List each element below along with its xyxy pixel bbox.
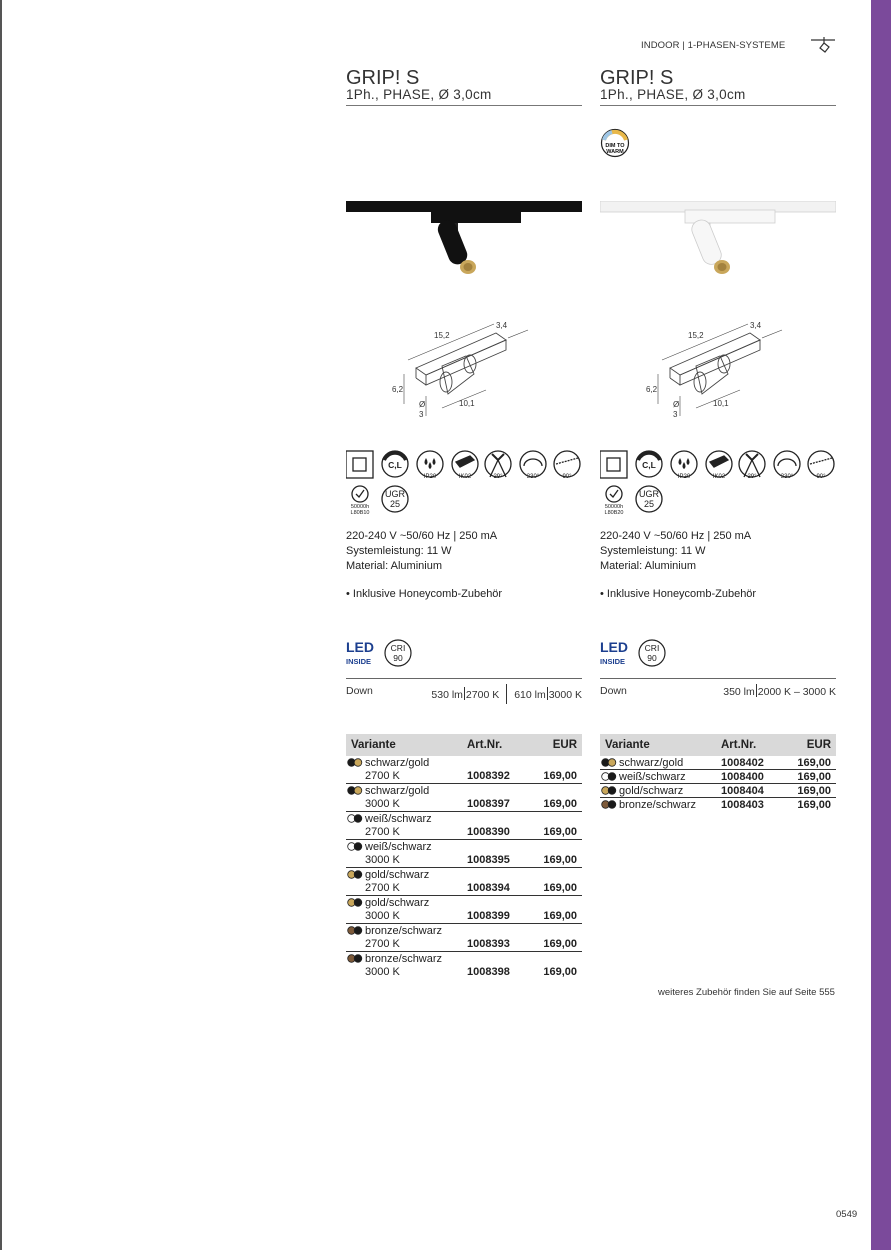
dim-length: 15,2	[688, 331, 704, 340]
title-divider	[346, 105, 582, 106]
variant-name: gold/schwarz	[619, 785, 684, 797]
beam-lamp-icon	[746, 454, 758, 460]
table-row	[346, 868, 582, 896]
variant-name: schwarz/gold	[365, 757, 430, 769]
variant-name: weiß/schwarz	[619, 771, 686, 783]
variant-name-cell	[619, 757, 683, 770]
product-column-right	[600, 67, 836, 811]
spec-power: Systemleistung: 11 W	[600, 545, 706, 557]
luminous-values	[723, 684, 836, 698]
header-price: EUR	[806, 739, 831, 751]
variant-table-header	[600, 734, 836, 756]
color-swatch-icon	[347, 870, 363, 879]
accessory-note: • Inklusive Honeycomb-Zubehör	[600, 588, 757, 600]
product-image-white	[600, 201, 836, 281]
kelvin-a: 2700 K	[465, 689, 500, 701]
lifetime-rating: L80B10	[350, 510, 370, 516]
price: 169,00	[543, 770, 577, 782]
variant-name-cell	[365, 813, 432, 838]
luminous-direction: Down	[346, 685, 373, 697]
class-inner-square	[607, 458, 620, 471]
color-swatch-icon	[347, 898, 363, 907]
price: 169,00	[797, 757, 831, 769]
dim-width: 3,4	[496, 321, 508, 330]
product-image-black	[346, 201, 582, 281]
class-inner-square	[353, 458, 366, 471]
lifetime-clock-icon	[352, 486, 368, 502]
track-light-icon	[810, 34, 836, 54]
spec-voltage: 220-240 V ~50/60 Hz | 250 mA	[600, 530, 752, 542]
hammer-head-icon	[710, 456, 728, 467]
article-number: 1008390	[467, 826, 510, 838]
feature-icons-row-2	[600, 484, 700, 516]
tilt-label: 90°	[816, 474, 826, 480]
article-number: 1008394	[467, 882, 510, 894]
color-swatch-icon	[347, 926, 363, 935]
dim-depth: 10,1	[713, 399, 729, 408]
luminous-values	[431, 684, 582, 704]
price: 169,00	[543, 882, 577, 894]
variant-table	[346, 734, 582, 979]
variant-name: bronze/schwarz	[365, 925, 443, 937]
led-inside-text: INSIDE	[346, 657, 372, 666]
dimension-drawing	[386, 318, 546, 422]
ip-label: IP20	[677, 474, 691, 480]
color-swatch-icon	[347, 814, 363, 823]
price: 169,00	[543, 798, 577, 810]
dim-diameter-symbol: Ø	[673, 400, 680, 409]
variant-temp: 2700 K	[365, 937, 400, 950]
dim-height: 6,2	[392, 385, 404, 394]
ugr-label: UGR	[639, 489, 659, 499]
color-swatch-icon	[347, 758, 363, 767]
color-swatch-icon	[601, 772, 617, 781]
drop-icons	[425, 458, 436, 469]
luminous-divider	[346, 678, 582, 679]
color-swatch-icon	[601, 758, 617, 767]
price: 169,00	[543, 854, 577, 866]
color-swatch-icon	[601, 786, 617, 795]
cri-label: CRI	[390, 643, 406, 653]
header-price: EUR	[552, 739, 577, 751]
cri-label: CRI	[644, 643, 660, 653]
table-row	[600, 784, 836, 798]
beam-label: 29°	[747, 474, 757, 480]
cri-value: 90	[647, 653, 657, 663]
ip-label: IP20	[423, 474, 437, 480]
luminous-direction: Down	[600, 685, 627, 697]
variant-name-cell	[365, 757, 429, 782]
article-number: 1008397	[467, 798, 510, 810]
variant-name: schwarz/gold	[365, 785, 430, 797]
product-column-left	[346, 67, 582, 978]
variant-name-cell	[365, 841, 432, 866]
variant-name-cell	[365, 869, 429, 894]
dtw-line1: DIM TO	[605, 143, 625, 149]
led-cri-badges	[346, 638, 426, 672]
price: 169,00	[543, 966, 577, 978]
price: 169,00	[797, 799, 831, 811]
ugr-value: 25	[643, 499, 655, 509]
tilt-label: 90°	[562, 474, 572, 480]
accessory-note: • Inklusive Honeycomb-Zubehör	[346, 588, 503, 600]
variant-name-cell	[365, 925, 442, 950]
feature-icons-row	[600, 450, 840, 480]
dimension-drawing	[640, 318, 800, 422]
table-row	[600, 756, 836, 770]
product-subtitle: 1Ph., PHASE, Ø 3,0cm	[600, 87, 746, 102]
spec-list	[346, 529, 497, 574]
variant-name-cell	[365, 897, 429, 922]
variant-temp: 3000 K	[365, 853, 400, 866]
table-row	[346, 840, 582, 868]
left-page-edge	[0, 0, 2, 1250]
variant-temp: 2700 K	[365, 825, 400, 838]
variant-name-cell	[619, 771, 686, 784]
led-logo-text: LED	[346, 639, 374, 655]
header-variant: Variante	[605, 739, 650, 751]
article-number: 1008395	[467, 854, 510, 866]
class-icon	[600, 451, 627, 478]
table-row	[346, 952, 582, 979]
dim-height: 6,2	[646, 385, 658, 394]
kelvin-range: 2000 K – 3000 K	[757, 686, 836, 698]
dim-arc-icon	[384, 453, 406, 460]
table-row	[600, 798, 836, 811]
table-row	[600, 770, 836, 784]
led-logo-text: LED	[600, 639, 628, 655]
color-swatch-icon	[347, 842, 363, 851]
product-title: GRIP! S	[600, 67, 674, 89]
price: 169,00	[543, 826, 577, 838]
class-icon	[346, 451, 373, 478]
article-number: 1008402	[721, 757, 764, 769]
ugr-value: 25	[389, 499, 401, 509]
price: 169,00	[543, 938, 577, 950]
article-number: 1008400	[721, 771, 764, 783]
table-row	[346, 756, 582, 784]
price: 169,00	[797, 785, 831, 797]
color-swatch-icon	[347, 954, 363, 963]
lifetime-clock-icon	[606, 486, 622, 502]
led-inside-text: INSIDE	[600, 657, 626, 666]
lumen-a: 350 lm	[723, 686, 755, 698]
beam-label: 29°	[493, 474, 503, 480]
lifetime-hours: 50000h	[350, 504, 370, 510]
article-number: 1008398	[467, 966, 510, 978]
section-header: INDOOR | 1-PHASEN-SYSTEME	[641, 40, 786, 51]
variant-temp: 3000 K	[365, 797, 400, 810]
dim-to-warm-icon	[600, 128, 630, 158]
variant-name: schwarz/gold	[619, 757, 684, 769]
page-number: 0549	[836, 1209, 858, 1220]
variant-name: gold/schwarz	[365, 869, 430, 881]
variant-rows	[346, 756, 582, 979]
article-number: 1008393	[467, 938, 510, 950]
variant-temp: 3000 K	[365, 965, 400, 978]
drop-icons	[679, 458, 690, 469]
ik-label: IK02	[458, 474, 472, 480]
value-separator	[464, 687, 465, 700]
table-row	[346, 812, 582, 840]
header-article: Art.Nr.	[721, 739, 757, 751]
lifetime-rating: L80B20	[604, 510, 624, 516]
article-number: 1008404	[721, 785, 764, 797]
lifetime-hours: 50000h	[604, 504, 624, 510]
variant-name: weiß/schwarz	[365, 813, 432, 825]
value-separator	[756, 684, 757, 697]
lumen-b: 610 lm	[514, 689, 546, 701]
variant-temp: 2700 K	[365, 881, 400, 894]
variant-name: gold/schwarz	[365, 897, 430, 909]
variant-name-cell	[365, 785, 429, 810]
price: 169,00	[543, 910, 577, 922]
dim-width: 3,4	[750, 321, 762, 330]
value-separator	[547, 687, 548, 700]
price: 169,00	[797, 771, 831, 783]
table-row	[346, 924, 582, 952]
header-variant: Variante	[351, 739, 396, 751]
dim-diameter-symbol: Ø	[419, 400, 426, 409]
variant-name: weiß/schwarz	[365, 841, 432, 853]
spec-list	[600, 529, 751, 574]
chapter-color-bar	[871, 0, 891, 1250]
feature-icons-row	[346, 450, 586, 480]
spec-material: Material: Aluminium	[600, 560, 696, 572]
table-row	[346, 784, 582, 812]
rotation-arrow-icon	[524, 459, 542, 466]
color-swatch-icon	[601, 800, 617, 809]
variant-table-header	[346, 734, 582, 756]
cri-value: 90	[393, 653, 403, 663]
lumen-a: 530 lm	[431, 689, 463, 701]
dtw-line2: WARM	[606, 149, 624, 155]
variant-rows	[600, 756, 836, 811]
variant-temp: 2700 K	[365, 769, 400, 782]
article-number: 1008399	[467, 910, 510, 922]
variant-name-cell	[365, 953, 442, 978]
color-swatch-icon	[347, 786, 363, 795]
feature-icons-row-2	[346, 484, 446, 516]
variant-name: bronze/schwarz	[365, 953, 443, 965]
spec-material: Material: Aluminium	[346, 560, 442, 572]
title-divider	[600, 105, 836, 106]
variant-name-cell	[619, 799, 696, 812]
rotate-label: 330°	[780, 474, 794, 480]
dim-length: 15,2	[434, 331, 450, 340]
kelvin-b: 3000 K	[548, 689, 582, 701]
control-label: C,L	[642, 460, 656, 470]
hammer-head-icon	[456, 456, 474, 467]
led-cri-badges	[600, 638, 680, 672]
dim-diameter: 3	[419, 410, 424, 419]
article-number: 1008403	[721, 799, 764, 811]
luminous-divider	[600, 678, 836, 679]
spec-voltage: 220-240 V ~50/60 Hz | 250 mA	[346, 530, 498, 542]
variant-table	[600, 734, 836, 811]
header-article: Art.Nr.	[467, 739, 503, 751]
dim-arc-icon	[638, 453, 660, 460]
variant-temp: 3000 K	[365, 909, 400, 922]
variant-name: bronze/schwarz	[619, 799, 697, 811]
beam-lamp-icon	[492, 454, 504, 460]
dim-depth: 10,1	[459, 399, 475, 408]
ugr-label: UGR	[385, 489, 405, 499]
control-label: C,L	[388, 460, 402, 470]
variant-name-cell	[619, 785, 683, 798]
footer-accessory-note: weiteres Zubehör finden Sie auf Seite 555	[658, 987, 835, 998]
group-separator	[506, 684, 507, 704]
dim-diameter: 3	[673, 410, 678, 419]
ik-label: IK02	[712, 474, 726, 480]
table-row	[346, 896, 582, 924]
rotation-arrow-icon	[778, 459, 796, 466]
rotate-label: 330°	[526, 474, 540, 480]
product-subtitle: 1Ph., PHASE, Ø 3,0cm	[346, 87, 492, 102]
product-title: GRIP! S	[346, 67, 420, 89]
article-number: 1008392	[467, 770, 510, 782]
spec-power: Systemleistung: 11 W	[346, 545, 452, 557]
